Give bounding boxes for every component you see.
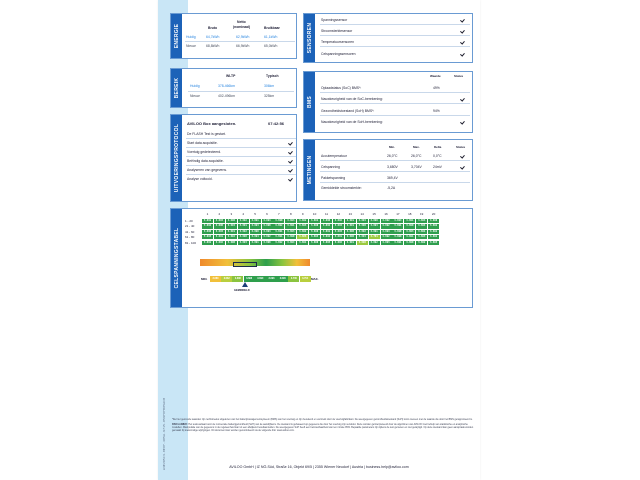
cell-column-header: 16 — [384, 212, 388, 216]
check-icon — [288, 150, 292, 154]
cell-column-header: 11 — [324, 212, 329, 216]
cell-voltage: 3.690 — [215, 224, 223, 228]
check-icon — [288, 177, 292, 181]
bms-panel — [303, 71, 473, 133]
energy-value: 64,7kWh — [206, 35, 220, 39]
cell-voltage: 3.692 — [334, 240, 342, 244]
cell-voltage: 3.694 — [394, 219, 402, 222]
cell-column-header: 17 — [396, 212, 400, 216]
cell-voltage: 3.691 — [299, 240, 307, 244]
cell-row-label: 1 - 20 — [185, 219, 193, 223]
cell-voltage: 3.690 — [310, 240, 319, 244]
check-icon — [460, 120, 464, 124]
bms-row-label: Oplaadstatus (SoC) BMS*: — [321, 86, 362, 90]
energy-value: 61,1kWh — [264, 35, 278, 39]
meas-row-label: Celspanning — [321, 165, 340, 169]
page-footer: AVILOO GmbH | IZ NÖ-Süd, Straße 16, Objekt 69/5 | 2355 Wiener Neudorf | Austria | business.help@aviloo.com — [229, 465, 409, 469]
cell-row-label: 41 - 60 — [185, 229, 195, 234]
measurements-tab-label: METINGEN — [306, 155, 313, 185]
cell-voltage: 3.692 — [358, 229, 366, 233]
sensor-item: Celspanningssensoren — [321, 52, 356, 56]
cell-voltage: 3.690 — [406, 240, 414, 244]
range-header-wltp: WLTP — [226, 74, 236, 78]
energy-value: 65,0kWh — [264, 44, 278, 48]
cell-voltage: 3.693 — [418, 235, 426, 239]
check-icon — [288, 168, 292, 172]
average-arrow-icon — [242, 282, 248, 287]
cell-column-header: 3 — [230, 212, 233, 216]
cell-voltage: 3.694 — [418, 224, 426, 228]
cell-voltage: 3.691 — [346, 219, 354, 222]
cell-voltage: 3.691 — [227, 229, 235, 233]
meas-value: 26,0°C — [411, 154, 422, 158]
cell-voltage: 3.690 — [287, 235, 295, 239]
scale-average-label: GEMIDDELD — [234, 289, 250, 292]
cell-voltage: 3.690 — [227, 240, 235, 244]
cell-voltage: 3.690 — [358, 224, 366, 228]
cell-voltage: 3.690 — [203, 229, 212, 233]
check-icon — [460, 165, 464, 169]
cell-voltage: 3.693 — [334, 229, 342, 233]
cell-voltage: 3.690 — [227, 219, 235, 222]
cell-column-header: 13 — [348, 212, 352, 216]
range-row-label: Huidig — [190, 84, 200, 88]
cell-voltage: 3.692 — [203, 224, 212, 228]
cell-voltage: 3.691 — [370, 229, 378, 233]
cell-voltage: 3.692 — [382, 235, 390, 239]
cell-voltage: 3.693 — [418, 219, 426, 222]
cell-voltage: 3.693 — [203, 235, 212, 239]
check-icon — [460, 40, 464, 44]
cell-voltage: 3.693 — [299, 224, 307, 228]
check-icon — [288, 159, 292, 163]
cell-voltage: 3.692 — [418, 240, 426, 244]
check-icon — [460, 154, 464, 158]
meas-value: 24mV — [433, 165, 442, 169]
cell-voltage: 3.691 — [275, 235, 283, 239]
cell-voltage: 3.691 — [239, 224, 247, 228]
check-icon — [460, 52, 464, 56]
footnotes — [172, 418, 476, 432]
scale-value: 3.693 — [266, 276, 277, 282]
meas-header-max: Max. — [413, 145, 420, 149]
scale-min-label: MIN. — [201, 277, 208, 281]
cell-voltage: 3.694 — [358, 235, 366, 239]
cell-voltage: 3.692 — [275, 240, 283, 244]
cell-voltage: 3.691 — [418, 229, 426, 233]
check-icon — [460, 97, 464, 101]
cell-voltage: 3.690 — [406, 224, 414, 228]
range-panel — [170, 68, 297, 108]
disclaimer-text: Het testresultaat toont de momentele batterijgezondheid (SoH) van de aandrijfaccu. De toestand is gebaseerd op gegevens die door het voertuig zijn verstrekt. Deze worden geïnterpreteerd door de algoritmen van AVILOO met behulp van statistische en analytische modellen. Manipulatie van de gegevens in de regeleenheid kan tot een afwijkend resultaat leiden. De weergegeven SoH heeft een betrouwbaarheid van ten minste 95%. Bepaalde parameters zijn tijdens de test gemeten en niet gewijzigd. Op deze toestand kan geen aanspraak worden gemaakt bij toekomstige wijzigingen. Dit document kan worden gecontroleerd via de volgende link: www.aviloo.com. — [172, 422, 474, 433]
cell-voltage: 3.694 — [334, 224, 342, 228]
cell-column-header: 2 — [218, 212, 221, 216]
cell-voltage: 3.690 — [346, 229, 354, 233]
cell-voltage: 3.692 — [429, 229, 438, 233]
cell-voltage: 3.704 — [370, 235, 378, 239]
meas-header-min: Min. — [389, 145, 395, 149]
meas-row-label: Pakketspanning — [321, 176, 346, 180]
cell-voltage: 3.693 — [382, 240, 390, 244]
cell-voltage: 3.692 — [215, 240, 223, 244]
meas-value: 26,0°C — [387, 154, 398, 158]
scale-value: 3.686 — [232, 276, 243, 282]
cell-column-header: 7 — [278, 212, 280, 216]
cell-voltage: 3.690 — [310, 229, 319, 233]
cell-column-header: 12 — [336, 212, 341, 216]
cell-voltage: 3.692 — [429, 235, 438, 239]
cell-voltage: 3.690 — [251, 229, 259, 233]
energy-tab-label: ENERGIE — [173, 23, 180, 49]
scale-value: 3.680 — [210, 276, 221, 282]
cell-voltage: 3.692 — [370, 240, 378, 244]
cell-voltage: 3.686 — [299, 235, 307, 239]
bms-row-label: Nauwkeurigheid van de SoC-berekening: — [321, 97, 383, 101]
bms-header-waarde: Waarde — [430, 74, 441, 78]
meas-value: -5,2A — [387, 186, 396, 190]
scale-value: 3.682 — [221, 276, 232, 282]
range-value: 306km — [264, 84, 275, 88]
cell-voltage: 3.692 — [382, 224, 390, 228]
cell-voltage: 3.690 — [322, 219, 331, 222]
bms-value: 94% — [433, 109, 440, 113]
scale-max-label: MAX. — [311, 277, 319, 281]
cell-voltage: 3.693 — [239, 240, 247, 244]
bms-row-label: Gezondheidstoestand (SoH) BMS*: — [321, 109, 375, 113]
meas-value: 369,4V — [387, 176, 398, 180]
energy-header-bruikbaar: Bruikbaar — [264, 26, 280, 30]
energy-row-label: Huidig — [186, 35, 196, 39]
cell-voltage: 3.694 — [251, 235, 259, 239]
cell-column-header: 9 — [301, 212, 304, 216]
check-icon — [288, 141, 292, 145]
cell-voltage: 3.692 — [299, 229, 307, 233]
meas-row-label: Accutemperatuur — [321, 154, 347, 158]
cell-voltage: 3.690 — [394, 229, 402, 233]
cell-voltage: 3.693 — [287, 219, 295, 222]
cell-voltage: 3.690 — [346, 235, 354, 239]
meas-value: 3,680V — [387, 165, 398, 169]
cell-row-label: 81 - 100 — [185, 240, 197, 245]
cell-column-header: 18 — [408, 212, 412, 216]
cell-voltage: 3.690 — [358, 240, 366, 244]
cell-voltage: 3.694 — [287, 240, 295, 244]
scale-value: 3.704 — [300, 276, 311, 282]
cell-voltage: 3.690 — [429, 219, 438, 222]
protocol-title: AVILOO Box aangesloten. — [187, 121, 237, 126]
cell-column-header: 15 — [372, 212, 376, 216]
cell-column-header: 8 — [289, 212, 292, 216]
energy-header-bruto: Bruto — [208, 26, 218, 30]
cell-voltage: 3.690 — [239, 235, 247, 239]
sensor-item: Stroomsterktesensor — [321, 29, 353, 33]
cell-column-header: 5 — [254, 212, 256, 216]
protocol-step: Beëindig data acquisitie. — [187, 159, 224, 163]
range-value: 378-466km — [218, 84, 235, 88]
cell-voltage: 3.691 — [394, 240, 402, 244]
energy-row-label: Nieuw: — [186, 44, 197, 48]
disclaimer-label: DISCLAIMER: — [172, 422, 188, 426]
cell-voltage: 3.692 — [239, 219, 247, 222]
cell-voltage: 3.694 — [263, 219, 271, 222]
protocol-step: Voertuig gedetecteerd. — [187, 150, 222, 154]
cell-row-label: 21 - 40 — [185, 224, 195, 229]
cell-voltage-table — [182, 212, 472, 302]
cell-voltage: 3.692 — [263, 235, 271, 239]
protocol-tab-label: UITVOERINGSPROTOCOL — [173, 123, 180, 193]
energy-header-netto: Netto — [237, 20, 246, 24]
range-value: 402-496km — [218, 94, 235, 98]
protocol-panel — [170, 114, 297, 202]
scale-value: 3.690 — [255, 276, 266, 282]
range-value: 325km — [264, 94, 275, 98]
meas-row-label: Gemiddelde stroomsterkte: — [321, 186, 362, 190]
cell-voltage: 3.693 — [251, 224, 259, 228]
cell-voltage: 3.692 — [334, 219, 342, 222]
cell-voltage: 3.692 — [429, 224, 438, 228]
cell-voltage: 3.691 — [322, 229, 331, 233]
cell-voltage: 3.691 — [251, 240, 259, 244]
cell-voltage: 3.690 — [370, 219, 378, 222]
cell-voltage: 3.691 — [310, 219, 319, 222]
protocol-step: Start data acquisitie. — [187, 141, 218, 145]
cell-voltage: 3.692 — [275, 224, 283, 228]
cell-voltage: 3.691 — [203, 240, 212, 244]
cell-voltage: 3.691 — [215, 235, 223, 239]
sensor-item: Spanningssensor — [321, 18, 348, 22]
scale-value: 3.700 — [288, 276, 299, 282]
cell-voltage: 3.693 — [215, 219, 223, 222]
cell-voltage: 3.693 — [287, 229, 295, 233]
cell-column-header: 4 — [242, 212, 245, 216]
range-header-typisch: Typisch — [266, 74, 279, 78]
cell-column-header: 10 — [312, 212, 317, 216]
cell-voltage: 3.694 — [263, 229, 271, 233]
check-icon — [460, 18, 464, 22]
protocol-time: 07:42:56 — [268, 121, 285, 126]
check-icon — [460, 29, 464, 33]
cell-voltage: 3.691 — [406, 235, 414, 239]
protocol-step: De FLASH Test is gestart. — [187, 132, 226, 136]
cell-voltage: 3.693 — [406, 229, 414, 233]
protocol-step: Analyseren van gegevens. — [187, 168, 227, 172]
cell-column-header: 6 — [266, 212, 268, 216]
cell-voltage: 3.692 — [382, 219, 390, 222]
meas-value: 3,704V — [411, 165, 422, 169]
cell-voltage: 3.693 — [322, 240, 331, 244]
cell-voltage: 3.691 — [394, 224, 402, 228]
cell-voltage: 3.690 — [310, 224, 319, 228]
cell-voltage: 3.693 — [429, 240, 438, 244]
cell-column-header: 20 — [431, 212, 436, 216]
range-tab-label: BEREIK — [173, 77, 180, 99]
cell-row-label: 61 - 80 — [185, 235, 195, 240]
cell-voltage: 3.692 — [322, 235, 331, 239]
scale-value: 3.688 — [244, 276, 255, 282]
sensors-tab-label: SENSOREN — [306, 22, 313, 54]
bms-tab-label: BMS — [306, 95, 313, 109]
cell-voltage: 3.691 — [346, 240, 354, 244]
document-id: A3E2D5C3-8E0F-485A-9715-859F0FB05ACB — [162, 397, 166, 470]
energy-value: 66,9kWh — [236, 44, 250, 48]
sensor-item: Temperatuursensoren — [321, 40, 354, 44]
bms-footnote: *De hier getoonde waarden zijn rechtstreeks uitgelezen van het batterijmanagementsysteem (BMS) van het voertuig en zijn berekend en verstrekt door de voertuigfabrikant. De weergegeven gezondheidstoestand (SoH) komt overeen met de waarde die door het BMS gerapporteerd is. — [172, 418, 473, 421]
cell-voltage: 3.690 — [263, 240, 271, 244]
cell-voltage: 3.693 — [358, 219, 366, 222]
cell-voltage: 3.691 — [334, 235, 342, 239]
cell-voltage: 3.693 — [310, 235, 319, 239]
cell-voltage: 3.691 — [287, 224, 295, 228]
cell-voltage: 3.693 — [370, 224, 378, 228]
cell-column-header: 19 — [420, 212, 424, 216]
meas-value: 0,0°C — [433, 154, 442, 158]
meas-header-status: Status — [456, 145, 466, 149]
cell-column-header: 14 — [360, 212, 364, 216]
cell-voltage: 3.691 — [275, 229, 283, 233]
cell-voltage: 3.693 — [215, 229, 223, 233]
cell-voltage: 3.691 — [406, 219, 414, 222]
cell-voltage: 3.692 — [299, 219, 307, 222]
meas-header-delta: Delta — [434, 145, 442, 149]
sensors-panel — [303, 13, 473, 63]
bms-header-status: Status — [454, 74, 464, 78]
gradient-marker — [233, 262, 257, 267]
protocol-step: Analyse voltooid. — [187, 177, 213, 181]
bms-value: 49% — [433, 86, 440, 90]
energy-value: 68,8kWh — [206, 44, 220, 48]
cell-column-header: 1 — [206, 212, 209, 216]
energy-value: 62,9kWh — [236, 35, 250, 39]
cell-voltage: 3.691 — [346, 224, 354, 228]
cell-table-tab-label: CELSPANNINGSTABEL — [173, 227, 180, 289]
cell-voltage: 3.691 — [203, 219, 212, 222]
cell-voltage: 3.690 — [263, 224, 271, 228]
cell-voltage: 3.692 — [322, 224, 331, 228]
cell-voltage: 3.694 — [382, 229, 390, 233]
bms-row-label: Nauwkeurigheid van de SoH-berekening: — [321, 120, 383, 124]
cell-voltage: 3.691 — [251, 219, 259, 222]
cell-voltage: 3.692 — [227, 235, 235, 239]
scale-value: 3.696 — [277, 276, 288, 282]
energy-header-netto-sub: (nominaal) — [233, 25, 251, 29]
cell-voltage: 3.694 — [227, 224, 235, 228]
measurements-panel — [303, 139, 473, 201]
range-row-label: Nieuw: — [190, 94, 201, 98]
cell-voltage: 3.692 — [239, 229, 247, 233]
energy-panel — [170, 13, 297, 59]
cell-voltage: 3.690 — [275, 219, 283, 222]
cell-voltage: 3.690 — [394, 235, 402, 239]
